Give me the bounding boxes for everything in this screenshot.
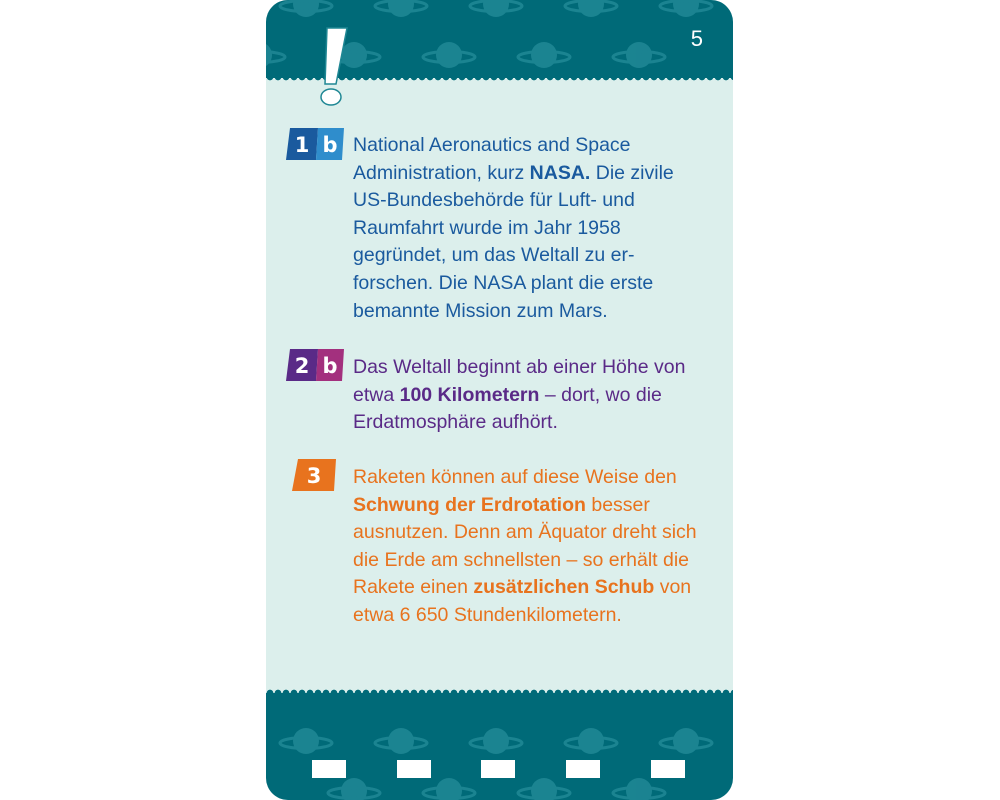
- answer-3-highlight-b: zusätzlichen Schub: [473, 576, 655, 599]
- answer-2-text-a: Das Weltall beginnt ab einer Höhe von etwa: [353, 356, 686, 406]
- bottom-band: [266, 693, 733, 800]
- answer-2-highlight: 100 Kilometern: [399, 383, 540, 406]
- answer-3-text-b: besser ausnutzen. Denn am Äquator dreht sich die Erde am schnellsten – so erhält die Rakete einen: [353, 493, 697, 599]
- answer-1-text-b: Die zivile US-Bundesbehörde für Luft- und Raumfahrt wurde im Jahr 1958 gegründet, um das Weltall zu er- forschen. Die NASA plant die erste bemannte Mission zum Mars.: [353, 161, 674, 322]
- answer-1-text-a: National Aeronautics and Space Administration, kurz: [353, 134, 631, 184]
- answer-3-text-a: Raketen können auf diese Weise den: [353, 466, 677, 488]
- badge-letter-1: b: [322, 133, 338, 157]
- answer-3-highlight-a: Schwung der Erdrotation: [353, 493, 586, 516]
- page-number: 5: [690, 26, 703, 51]
- answer-2-text-b: – dort, wo die Erdatmosphäre aufhört.: [353, 383, 662, 434]
- answer-box-1: [312, 760, 346, 778]
- answer-box-2: [397, 760, 431, 778]
- answer-badge-3: [292, 459, 336, 491]
- answer-badge-2b: [286, 349, 346, 381]
- quiz-card: [266, 0, 733, 800]
- answer-badge-1b: [286, 128, 346, 160]
- badge-number-2: 2: [294, 354, 310, 378]
- answer-3-text-c: von etwa 6 650 Stundenkilometern.: [353, 576, 692, 626]
- answer-text-2: [353, 354, 698, 437]
- answer-text-3: [353, 464, 698, 630]
- answer-1-highlight: NASA.: [529, 161, 591, 184]
- answer-box-5: [651, 760, 685, 778]
- badge-letter-2: b: [322, 354, 338, 378]
- answer-text-1: [353, 132, 698, 325]
- answer-box-row: [266, 760, 733, 778]
- planet-pattern-bottom: [266, 693, 733, 800]
- answer-box-3: [481, 760, 515, 778]
- badge-number-1: 1: [294, 133, 310, 157]
- badge-number-3: 3: [306, 464, 322, 488]
- answer-box-4: [566, 760, 600, 778]
- exclamation-mark-icon: [313, 26, 353, 108]
